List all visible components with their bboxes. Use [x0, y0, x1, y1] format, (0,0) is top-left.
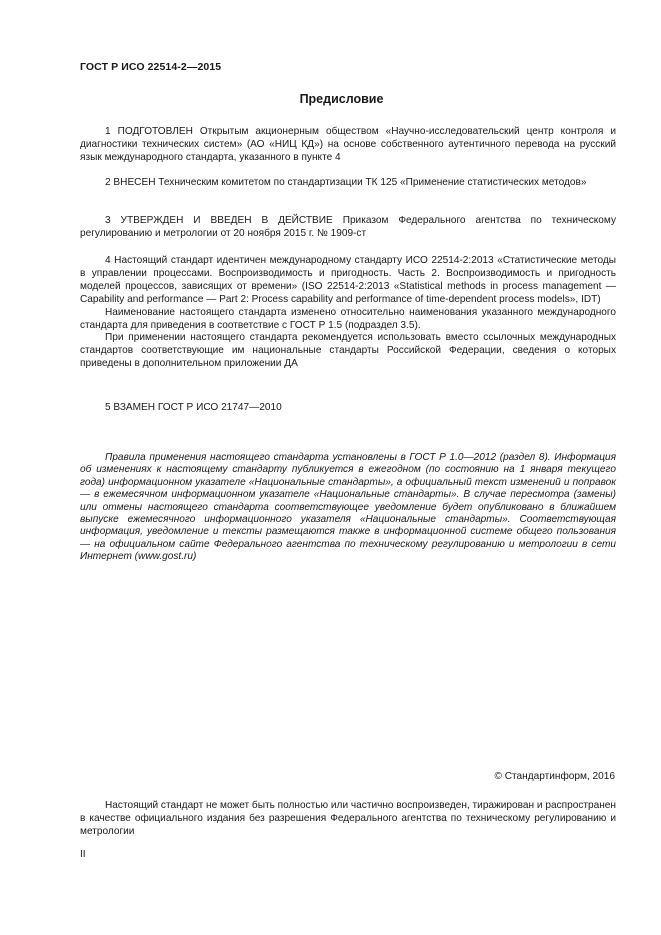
item-5 [80, 402, 616, 415]
section-title: Предисловие [299, 92, 384, 106]
item-3-text: 3 УТВЕРЖДЕН И ВВЕДЕН В ДЕЙСТВИЕ Приказом Федерального агентства по техническому регулированию и метрологии от 20 ноября 2015 г. № 1909-ст [80, 215, 616, 239]
item-4 [80, 255, 616, 371]
item-3 [80, 215, 616, 241]
reproduction-notice: Настоящий стандарт не может быть полностью или частично воспроизведен, тиражирован и распространен в качестве официального издания без разрешения Федерального агентства по техническому регулированию и метрологии [80, 800, 616, 837]
page-number: II [80, 849, 86, 860]
copyright: © Стандартинформ, 2016 [494, 771, 615, 782]
document-id: ГОСТ Р ИСО 22514-2—2015 [80, 61, 222, 73]
item-2-text: 2 ВНЕСЕН Техническим комитетом по стандартизации ТК 125 «Применение статистических методов» [105, 177, 587, 188]
application-rules-notice: Правила применения настоящего стандарта установлены в ГОСТ Р 1.0—2012 (раздел 8). Информация об изменениях к настоящему стандарту публикуется в ежегодном (по состоянию на 1 января текущего года) информационном указателе «Национальные стандарты», а официальный текст изменений и поправок — в ежемесячном информационном указателе «Национальные стандарты». В случае пересмотра (замены) или отмены настоящего стандарта соответствующее уведомление будет опубликовано в ближайшем выпуске ежемесячного информационного указателя «Национальные стандарты». Соответствующая информация, уведомление и тексты размещаются также в информационной системе общего пользования — на официальном сайте Федерального агентства по техническому регулированию и метрологии в сети Интернет (www.gost.ru) [80, 452, 616, 563]
item-1-text: 1 ПОДГОТОВЛЕН Открытым акционерным обществом «Научно-исследовательский центр контроля и диагностики технических систем» (АО «НИЦ КД») на основе собственного аутентичного перевода на русский язык международного стандарта, указанного в пункте 4 [80, 126, 616, 163]
item-2 [80, 177, 616, 190]
item-4-reference-note: При применении настоящего стандарта рекомендуется использовать вместо ссылочных международных стандартов соответствующие им национальные стандарты Российской Федерации, сведения о которых приведены в дополнительном приложении ДА [80, 332, 616, 370]
item-4-rename-note: Наименование настоящего стандарта изменено относительно наименования указанного международного стандарта для приведения в соответствие с ГОСТ Р 1.5 (подраздел 3.5). [80, 306, 616, 331]
item-4-text: 4 Настоящий стандарт идентичен международному стандарту ИСО 22514-2:2013 «Статистические методы в управлении процессами. Воспроизводимость и пригодность. Часть 2. Воспроизводимость и пригодность моделей процессов, зависящих от времени» (ISO 22514-2:2013 «Statistical methods in process management — Capability and performance — Part 2: Process capability and performance of time-dependent process models», IDT) [80, 255, 616, 305]
item-5-text: 5 ВЗАМЕН ГОСТ Р ИСО 21747—2010 [105, 402, 282, 413]
item-1 [80, 126, 616, 165]
